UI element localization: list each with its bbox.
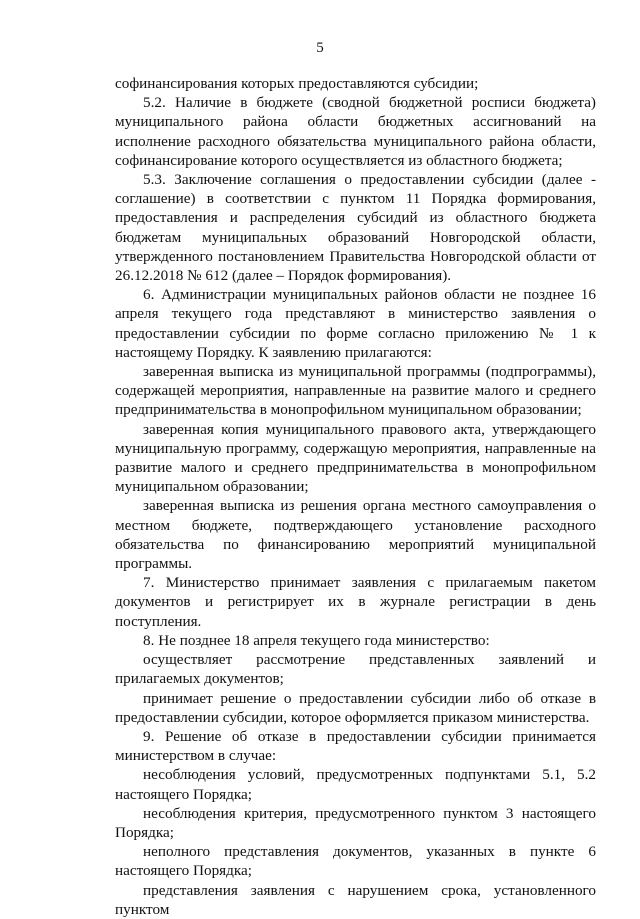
paragraph: 9. Решение об отказе в предоставлении субсидии принимается министерством в случае: xyxy=(115,727,596,765)
paragraph: осуществляет рассмотрение представленных заявлений и прилагаемых документов; xyxy=(115,651,596,688)
document-body xyxy=(115,74,596,919)
page-number: 5 xyxy=(316,40,324,56)
paragraph: представления заявления с нарушением срока, установленного пунктом xyxy=(115,881,596,918)
paragraph: заверенная выписка из решения органа местного самоуправления о местном бюджете, подтверждающего установление расходного обязательства по финансированию мероприятий муниципальной программы. xyxy=(115,497,596,573)
paragraph: софинансирования которых предоставляются субсидии; xyxy=(115,75,479,92)
paragraph: неполного представления документов, указанных в пункте 6 настоящего Порядка; xyxy=(115,843,596,880)
paragraph: несоблюдения критерия, предусмотренного пунктом 3 настоящего Порядка; xyxy=(115,804,596,841)
paragraph: несоблюдения условий, предусмотренных подпунктами 5.1, 5.2 настоящего Порядка; xyxy=(115,766,596,803)
paragraph: заверенная выписка из муниципальной программы (подпрограммы), содержащей мероприятия, направленные на развитие малого и среднего предпринимательства в монопрофильном муниципальном образовании; xyxy=(115,363,596,419)
paragraph: 6. Администрации муниципальных районов области не позднее 16 апреля текущего года представляют в министерство заявления о предоставлении субсидии по форме согласно приложению № 1 к настоящему Порядку. К заявлению прилагаются: xyxy=(115,286,596,361)
paragraph: 8. Не позднее 18 апреля текущего года министерство: xyxy=(143,631,490,649)
paragraph: заверенная копия муниципального правового акта, утверждающего муниципальную программу, содержащую мероприятия, направленные на развитие малого и среднего предпринимательства в монопрофильном муниципальном образовании; xyxy=(115,420,596,496)
paragraph: 5.2. Наличие в бюджете (сводной бюджетной росписи бюджета) муниципального района области бюджетных ассигнований на исполнение расходного обязательства муниципального района области, софинансирование которого осуществляется из областного бюджета; xyxy=(115,94,596,169)
paragraph: 5.3. Заключение соглашения о предоставлении субсидии (далее - соглашение) в соответствии с пунктом 11 Порядка формирования, предоставления и распределения субсидий из областного бюджета бюджетам муниципальных образований Новгородской области, утвержденного постановлением Правительства Новгородской области от 26.12.2018 № 612 (далее – Порядок формирования). xyxy=(115,171,596,285)
paragraph: 7. Министерство принимает заявления с прилагаемым пакетом документов и регистрирует их в журнале регистрации в день поступления. xyxy=(115,574,596,630)
paragraph: принимает решение о предоставлении субсидии либо об отказе в предоставлении субсидии, которое оформляется приказом министерства. xyxy=(115,689,596,726)
